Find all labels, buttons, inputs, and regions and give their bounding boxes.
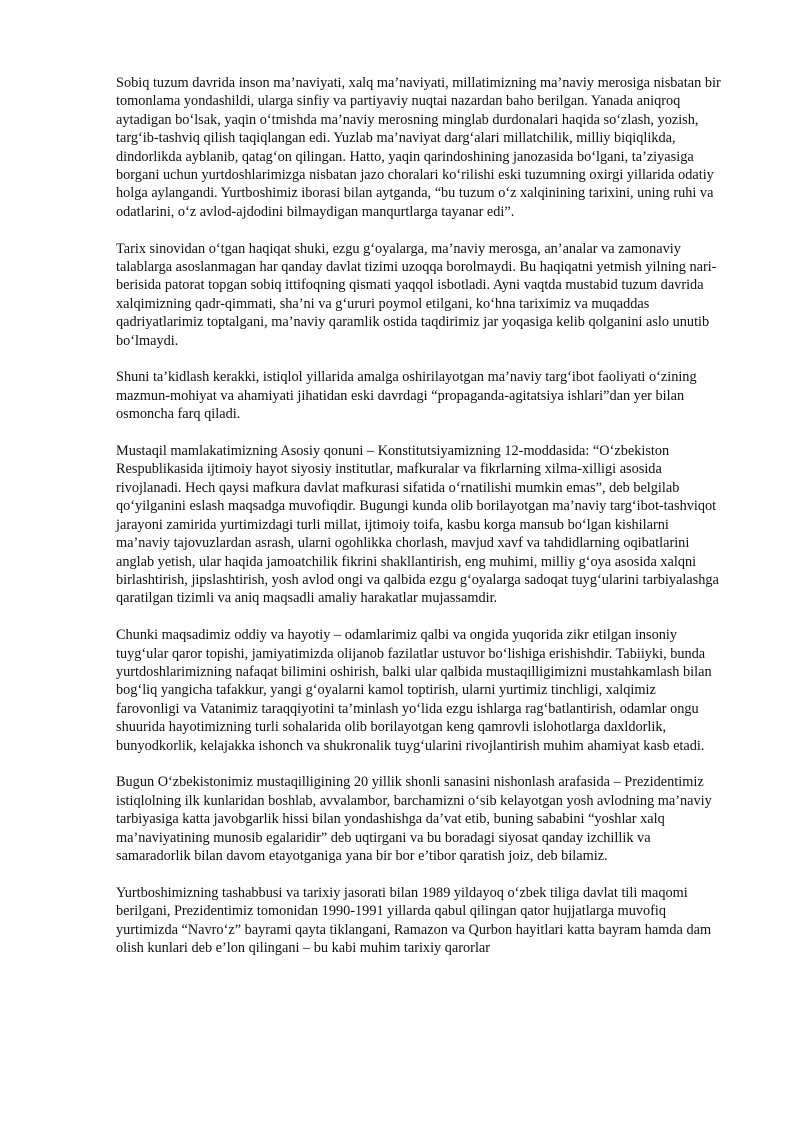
paragraph-5: Chunki maqsadimiz oddiy va hayotiy – odamlarimiz qalbi va ongida yuqorida zikr etilgan insoniy tuyg‘ular qaror topishi, jamiyatimizda olijanob fazilatlar ustuvor bo‘lishiga erishishdir. Tabiiyki, bunda yurtdoshlarimizning nafaqat bilimini oshirish, balki ular qalbida mustaqilligimizni mustahkamlash bilan bog‘liq yangicha tafakkur, yangi g‘oyalarni kamol toptirish, ularni yurtimiz tinchligi, xalqimiz farovonligi va Vatanimiz taraqqiyotini ta’minlash yo‘lida ezgu ishlarga rag‘batlantirish, odamlar ongu shuurida hayotimizning turli sohalarida olib borilayotgan keng qamrovli islohotlarga daxldorlik, bunyodkorlik, kelajakka ishonch va shukronalik tuyg‘ularini rivojlantirish muhim ahamiyat kasb etadi. (116, 627, 712, 754)
paragraph-2: Tarix sinovidan o‘tgan haqiqat shuki, ezgu g‘oyalarga, ma’naviy merosga, an’analar va zamonaviy talablarga asoslanmagan har qanday davlat tizimi uzoqqa borolmaydi. Bu haqiqatni yetmish yilning nari-berisida patorat topgan sobiq ittifoqning qismati yaqqol isbotladi. Ayni vaqtda mustabid tuzum davrida xalqimizning qadr-qimmati, sha’ni va g‘ururi poymol etilgani, ko‘hna tariximiz va muqaddas qadriyatlarimiz toptalgani, ma’naviy qaramlik ostida taqdirimiz jar yoqasiga kelib qolganini aslo unutib bo‘lmaydi. (116, 240, 717, 349)
paragraph-1: Sobiq tuzum davrida inson ma’naviyati, xalq ma’naviyati, millatimizning ma’naviy merosiga nisbatan bir tomonlama yondashildi, ularga sinfiy va partiyaviy nuqtai nazardan baho berilgan. Yanada aniqroq aytadigan bo‘lsak, yaqin o‘tmishda ma’naviy merosning minglab durdonalari haqida so‘zlash, yozish, targ‘ib-tashviq qilish taqiqlangan edi. Yuzlab ma’naviyat darg‘alari millatchilik, milliy biqiqlikda, dindorlikda ayblanib, qatag‘on qilingan. Hatto, yaqin qarindoshining janozasida bo‘lgani, ta’ziyasiga borgani uchun yurtdoshlarimizga nisbatan jazo choralari ko‘rilishi eski tuzumning oxirgi yillarida odatiy holga aylangandi. Yurtboshimiz iborasi bilan aytganda, “bu tuzum o‘z xalqinining tarixini, uning ruhi va odatlarini, o‘z avlod-ajdodini bilmaydigan manqurtlarga tayanar edi”. (116, 75, 721, 220)
paragraph-6: Bugun O‘zbekistonimiz mustaqilligining 20 yillik shonli sanasini nishonlash arafasida – Prezidentimiz istiqlolning ilk kunlaridan boshlab, avvalambor, barchamizni o‘sib kelayotgan yosh avlodning ma’naviy tarbiyasiga katta javobgarlik hissi bilan yondashishga da’vat etib, buning sababini “yoshlar xalq ma’naviyatining munosib egalaridir” deb uqtirgani va bu boradagi siyosat qanday izchillik va samaradorlik bilan davom etayotganiga yana bir bor e’tibor qaratish joiz, deb bilamiz. (116, 774, 712, 864)
paragraph-4: Mustaqil mamlakatimizning Asosiy qonuni – Konstitutsiyamizning 12-moddasida: “O‘zbekiston Respublikasida ijtimoiy hayot siyosiy institutlar, mafkuralar va fikrlarning xilma-xilligi asosida rivojlanadi. Hech qaysi mafkura davlat mafkurasi sifatida o‘rnatilishi mumkin emas”, deb belgilab qo‘yilganini eslash maqsadga muvofiqdir. Bugungi kunda olib borilayotgan ma’naviy targ‘ibot-tashviqot jarayoni zamirida yurtimizdagi turli millat, ijtimoiy toifa, kasbu korga mansub bo‘lgan kishilarni ma’naviy tajovuzlardan asrash, ularni ogohlikka chorlash, mavjud xavf va tahdidlarning oqibatlarini anglab yetish, ular haqida jamoatchilik fikrini shakllantirish, eng muhimi, milliy g‘oya asosida xalqni birlashtirish, jipslashtirish, yosh avlod ongi va qalbida ezgu g‘oyalarga sadoqat tuyg‘ularini tarbiyalashga qaratilgan tizimli va aniq maqsadli amaliy harakatlar mujassamdir. (116, 443, 719, 607)
paragraph-7: Yurtboshimizning tashabbusi va tarixiy jasorati bilan 1989 yildayoq o‘zbek tiliga davlat tili maqomi berilgani, Prezidentimiz tomonidan 1990-1991 yillarda qabul qilingan qator hujjatlarga muvofiq yurtimizda “Navro‘z” bayrami qayta tiklangani, Ramazon va Qurbon hayitlari katta bayram hamda dam olish kunlari deb e’lon qilingani – bu kabi muhim tarixiy qarorlar (116, 884, 712, 956)
paragraph-3: Shuni ta’kidlash kerakki, istiqlol yillarida amalga oshirilayotgan ma’naviy targ‘ibot faoliyati o‘zining mazmun-mohiyat va ahamiyati jihatidan eski davrdagi “propaganda-agitatsiya ishlari”dan yer bilan osmoncha farq qiladi. (116, 369, 697, 423)
document-page (116, 74, 722, 976)
